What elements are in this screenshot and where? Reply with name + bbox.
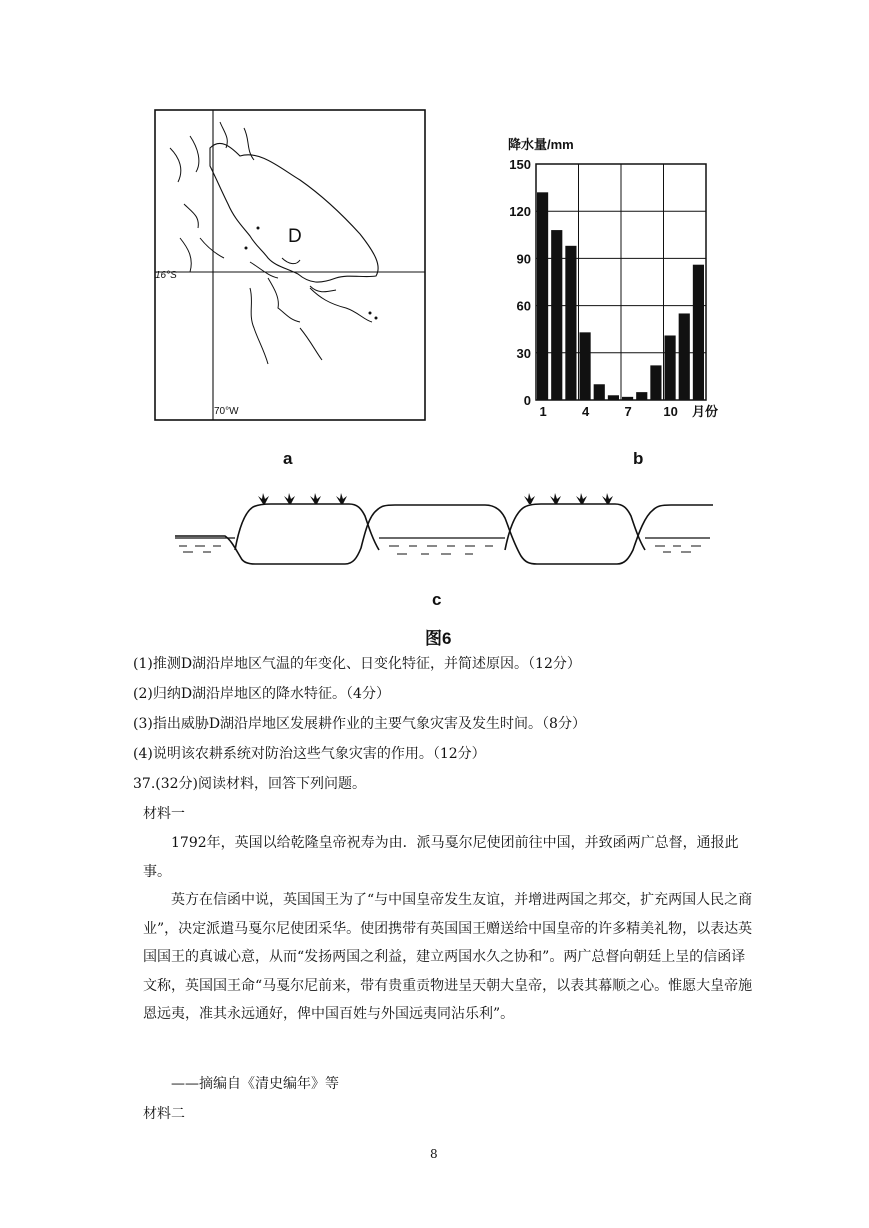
precip-bar-month-2 — [551, 230, 562, 400]
map-caption: a — [283, 449, 293, 468]
precip-bar-month-10 — [665, 335, 676, 400]
source-citation: ——摘编自《清史编年》等 — [171, 1076, 339, 1092]
lake-label: D — [288, 226, 302, 247]
chart-ylabel: 降水量/mm — [508, 137, 574, 152]
precip-bar-month-7 — [622, 397, 633, 400]
chart-xtick-label: 10 — [663, 404, 678, 419]
precip-bar-month-5 — [594, 384, 605, 400]
precip-bar-month-11 — [679, 313, 690, 400]
chart-caption: b — [633, 449, 644, 468]
question-1: (1)推测D湖沿岸地区气温的年变化、日变化特征，并简述原因。（12分） — [133, 656, 581, 672]
precip-bar-month-8 — [636, 392, 647, 400]
material-1-title: 材料一 — [143, 806, 185, 822]
precip-bar-month-4 — [580, 332, 591, 400]
question-37-heading: 37.(32分)阅读材料，回答下列问题。 — [133, 776, 367, 792]
material-1-paragraph-1: 1792年，英国以给乾隆皇帝祝寿为由．派马戛尔尼使团前往中国，并致函两广总督，通报此事。 — [143, 835, 739, 880]
chart-ytick-label: 150 — [509, 157, 531, 172]
chart-ytick-label: 60 — [516, 298, 531, 314]
question-2: (2)归纳D湖沿岸地区的降水特征。（4分） — [133, 686, 390, 702]
precip-bar-month-6 — [608, 395, 619, 400]
chart-xtick-label: 1 — [539, 404, 547, 419]
chart-ytick-label: 120 — [509, 204, 531, 220]
material-1-paragraph-2: 英方在信函中说，英国国王为了“与中国皇帝发生友谊，并增进两国之邦交，扩充两国人民之商业”，决定派遣马戛尔尼使团采华。使团携带有英国国王赠送给中国皇帝的许多精美礼物，以表达英国国王的真诚心意，从而“发扬两国之利益，建立两国水久之协和”。两广总督向朝廷上呈的信函译文称，英国国王命“马戛尔尼前来，带有贵重贡物进呈天朝大皇帝，以表其幕顺之心。惟愿大皇帝施恩远夷，准其永远通好，俾中国百姓与外国远夷同沾乐利”。 — [143, 892, 753, 1022]
chart-xtick-label: 7 — [624, 404, 632, 419]
precip-bar-month-3 — [565, 246, 576, 400]
chart-ytick-label: 30 — [516, 345, 531, 361]
longitude-label: 70°W — [214, 406, 239, 417]
material-2-title: 材料二 — [143, 1106, 185, 1122]
question-3: (3)指出威胁D湖沿岸地区发展耕作业的主要气象灾害及发生时间。（8分） — [133, 716, 586, 732]
question-4: (4)说明该农耕系统对防治这些气象灾害的作用。（12分） — [133, 746, 486, 762]
terrace-caption: c — [432, 590, 442, 609]
figure-title: 图6 — [425, 629, 452, 648]
chart-xtick-label: 4 — [581, 404, 590, 419]
precip-bar-month-12 — [693, 265, 704, 400]
chart-ytick-label: 90 — [516, 251, 531, 267]
precipitation-chart — [496, 132, 736, 427]
precip-bar-month-1 — [537, 192, 548, 400]
chart-ytick-label: 0 — [523, 393, 531, 408]
page-number: 8 — [430, 1147, 438, 1161]
chart-xlabel: 月份 — [692, 404, 719, 419]
terrace-diagram — [165, 488, 720, 578]
lake-map — [150, 108, 430, 428]
latitude-label: 16°S — [155, 270, 177, 281]
precip-bar-month-9 — [650, 365, 661, 400]
